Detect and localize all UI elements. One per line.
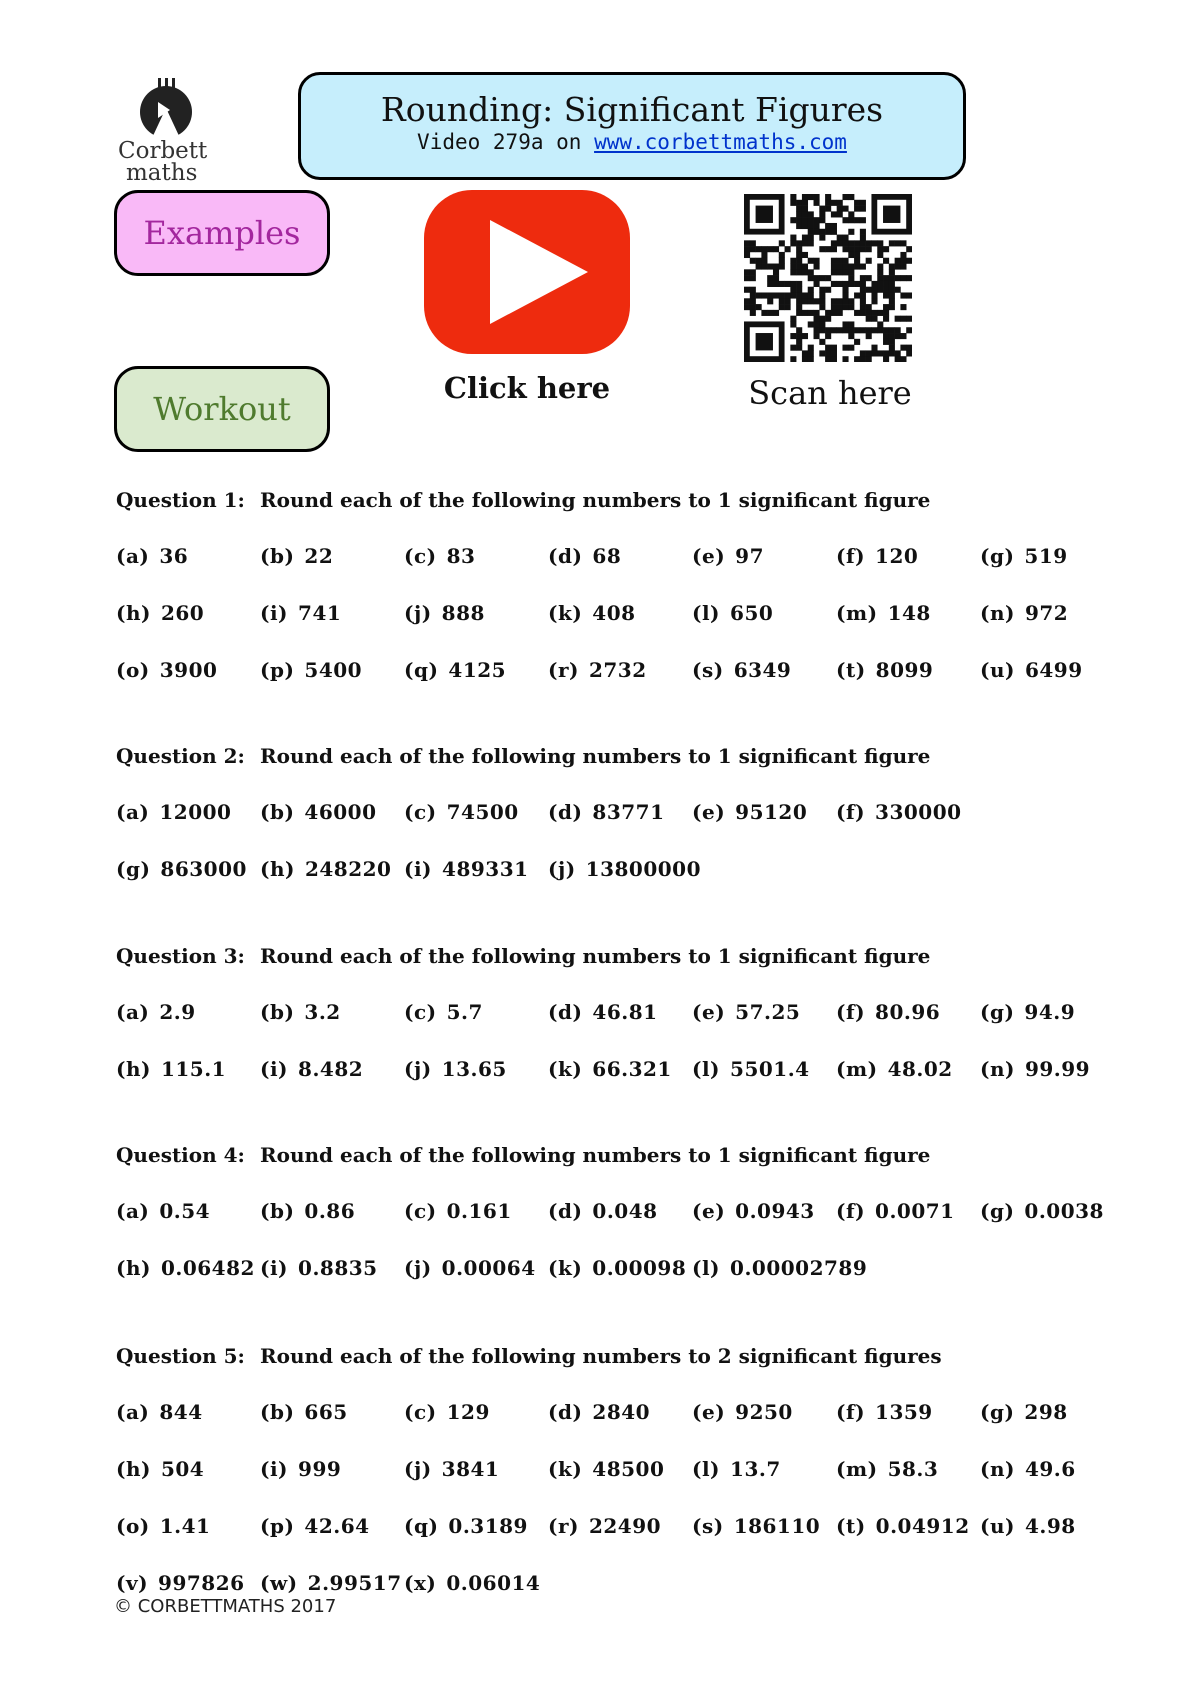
item-value: 48.02 [887,1057,953,1081]
item-label: (j) [404,1057,432,1081]
question-number: Question 5: [116,1344,245,1368]
subtitle-prefix: Video 279a on [417,130,595,154]
item-value: 58.3 [887,1457,939,1481]
item-label: (c) [404,1199,437,1223]
question-item [116,1057,226,1081]
item-value: 519 [1024,544,1068,568]
item-value: 46.81 [592,1000,658,1024]
corbettmaths-link[interactable]: www.corbettmaths.com [594,130,847,154]
question-item [116,857,247,881]
question-item [404,1571,540,1595]
item-value: 74500 [446,800,519,824]
question-item [260,658,362,682]
logo-emblem-icon [118,78,218,138]
item-value: 80.96 [875,1000,941,1024]
question-item [116,1199,210,1223]
question-item [980,601,1068,625]
item-label: (k) [548,1057,583,1081]
examples-button[interactable]: Examples [114,190,330,276]
item-label: (t) [836,1514,866,1538]
question-item [404,1256,536,1280]
question-item [692,1199,815,1223]
item-value: 2.9 [159,1000,196,1024]
question-item [260,1457,341,1481]
item-value: 0.161 [446,1199,512,1223]
item-value: 0.00064 [441,1256,536,1280]
item-value: 5501.4 [730,1057,810,1081]
item-value: 6499 [1024,658,1083,682]
question-number: Question 1: [116,488,245,512]
question-item [836,1057,953,1081]
item-label: (u) [980,1514,1015,1538]
item-value: 408 [592,601,636,625]
question-item [980,1514,1076,1538]
question-item [404,601,485,625]
item-label: (g) [980,1199,1015,1223]
question-item [836,1000,940,1024]
item-label: (f) [836,544,866,568]
item-value: 49.6 [1024,1457,1076,1481]
item-value: 66.321 [592,1057,672,1081]
question-item [548,1057,672,1081]
question-item [548,1000,658,1024]
question-item [404,658,506,682]
question-item [116,1457,204,1481]
item-value: 0.86 [304,1199,356,1223]
question-item [116,1256,255,1280]
question-item [260,1514,370,1538]
item-value: 2732 [588,658,647,682]
item-value: 650 [730,601,774,625]
item-label: (r) [548,658,579,682]
item-value: 844 [159,1400,203,1424]
question-item [692,1057,810,1081]
item-value: 4125 [448,658,507,682]
item-value: 46000 [304,800,377,824]
item-value: 504 [160,1457,205,1481]
question-item [980,1457,1076,1481]
item-label: (b) [260,1400,295,1424]
item-value: 489331 [442,857,529,881]
item-label: (g) [980,544,1015,568]
qr-code-icon [744,194,912,362]
question-item [836,1400,933,1424]
item-value: 972 [1024,601,1069,625]
item-value: 120 [875,544,919,568]
item-label: (l) [692,601,721,625]
question-item [404,800,519,824]
item-value: 2.99517 [307,1571,402,1595]
question-item [548,544,621,568]
question-item [836,1457,938,1481]
item-label: (e) [692,1000,726,1024]
question-item [548,1514,661,1538]
question-item [548,1400,650,1424]
item-value: 148 [887,601,931,625]
item-value: 248220 [304,857,392,881]
item-value: 330000 [875,800,962,824]
item-label: (a) [116,800,150,824]
item-value: 9250 [735,1400,793,1424]
question-item [260,1199,355,1223]
item-value: 1359 [875,1400,933,1424]
qr-code [744,194,912,362]
item-value: 97 [735,544,764,568]
question-item [260,800,377,824]
corbettmaths-logo [118,78,218,188]
question-item [116,601,204,625]
question-item [980,1057,1090,1081]
item-label: (s) [692,1514,724,1538]
question-item [692,658,791,682]
item-value: 95120 [735,800,808,824]
question-item [692,1400,793,1424]
video-play-button[interactable] [424,190,630,354]
item-label: (l) [692,1057,721,1081]
item-label: (d) [548,1000,583,1024]
item-label: (i) [404,857,433,881]
question-item [692,544,764,568]
item-value: 3.2 [304,1000,341,1024]
item-value: 83771 [592,800,665,824]
item-label: (a) [116,544,150,568]
question-item [836,1514,970,1538]
question-instruction: Round each of the following numbers to 1 significant figure [260,944,931,968]
question-item [692,1000,800,1024]
item-label: (b) [260,800,295,824]
item-label: (m) [836,1057,878,1081]
item-label: (o) [116,658,150,682]
item-label: (a) [116,1199,150,1223]
question-item [548,1256,686,1280]
item-label: (m) [836,1457,878,1481]
item-value: 8.482 [298,1057,364,1081]
question-item [116,1000,196,1024]
item-value: 0.0943 [735,1199,815,1223]
item-label: (k) [548,1256,583,1280]
question-item [116,1400,203,1424]
item-label: (f) [836,800,866,824]
item-label: (b) [260,544,295,568]
item-label: (d) [548,1199,583,1223]
item-value: 0.0038 [1024,1199,1104,1223]
item-value: 888 [441,601,485,625]
title-subtitle [301,129,963,155]
item-label: (n) [980,601,1015,625]
question-item [404,1057,507,1081]
question-item [260,1400,348,1424]
item-value: 8099 [875,658,934,682]
question-item [404,1400,490,1424]
question-item [116,800,231,824]
item-label: (g) [116,857,151,881]
item-label: (c) [404,1000,437,1024]
question-item [260,1571,402,1595]
question-item [692,800,807,824]
item-label: (h) [260,857,295,881]
question-item [548,1457,664,1481]
item-label: (l) [692,1256,721,1280]
item-value: 1.41 [159,1514,211,1538]
question-item [548,658,647,682]
item-label: (i) [260,1256,289,1280]
item-label: (j) [404,601,432,625]
item-label: (a) [116,1400,150,1424]
question-item [980,658,1083,682]
question-item [404,1457,499,1481]
item-value: 0.04912 [875,1514,970,1538]
item-label: (u) [980,658,1015,682]
question-item [692,1514,820,1538]
item-label: (k) [548,601,583,625]
item-label: (f) [836,1199,866,1223]
question-item [404,857,529,881]
item-label: (g) [980,1400,1015,1424]
question-item [548,800,665,824]
question-item [980,1400,1068,1424]
item-label: (g) [980,1000,1015,1024]
item-label: (i) [260,1457,289,1481]
item-label: (i) [260,1057,289,1081]
play-icon [424,190,630,354]
item-value: 115.1 [160,1057,227,1081]
question-item [260,601,341,625]
item-label: (k) [548,1457,583,1481]
item-value: 22 [304,544,334,568]
item-value: 42.64 [304,1514,370,1538]
question-item [836,658,933,682]
workout-button[interactable]: Workout [114,366,330,452]
item-value: 48500 [592,1457,665,1481]
logo-line-2: maths [126,160,198,186]
item-label: (f) [836,1000,866,1024]
question-item [260,544,333,568]
item-value: 741 [298,601,342,625]
item-label: (s) [692,658,724,682]
question-number: Question 2: [116,744,245,768]
question-item [116,544,188,568]
question-item [404,1199,512,1223]
page-title: Rounding: Significant Figures [380,90,884,129]
item-value: 4.98 [1024,1514,1076,1538]
item-value: 99.99 [1024,1057,1091,1081]
item-value: 5.7 [446,1000,483,1024]
question-item [980,1199,1104,1223]
item-value: 997826 [158,1571,245,1595]
item-value: 2840 [592,1400,651,1424]
item-label: (q) [404,1514,439,1538]
item-label: (b) [260,1000,295,1024]
question-item [548,601,636,625]
item-label: (m) [836,601,878,625]
item-label: (h) [116,1457,151,1481]
question-item [116,1514,210,1538]
item-value: 0.54 [159,1199,211,1223]
item-label: (d) [548,800,583,824]
question-item [260,857,391,881]
item-value: 0.048 [592,1199,658,1223]
item-label: (a) [116,1000,150,1024]
item-value: 0.0071 [875,1199,955,1223]
item-label: (x) [404,1571,437,1595]
item-label: (c) [404,1400,437,1424]
title-box [298,72,966,180]
question-item [548,1199,658,1223]
question-item [836,544,918,568]
item-value: 260 [160,601,205,625]
logo-line-1: Corbett [118,138,208,164]
item-label: (l) [692,1457,721,1481]
item-label: (j) [404,1457,432,1481]
item-label: (h) [116,1057,151,1081]
question-item [116,1571,245,1595]
item-label: (w) [260,1571,298,1595]
scan-here-label: Scan here [748,374,912,412]
item-value: 0.00098 [592,1256,687,1280]
item-label: (d) [548,1400,583,1424]
item-label: (e) [692,1400,726,1424]
item-label: (e) [692,544,726,568]
item-value: 3841 [441,1457,500,1481]
question-item [692,1457,781,1481]
question-item [692,601,773,625]
item-value: 0.00002789 [730,1256,868,1280]
question-item [980,1000,1075,1024]
click-here-label[interactable]: Click here [443,371,611,405]
question-instruction: Round each of the following numbers to 1 significant figure [260,1143,931,1167]
item-label: (h) [116,601,151,625]
item-value: 0.06014 [446,1571,541,1595]
question-item [548,857,701,881]
item-label: (d) [548,544,583,568]
item-value: 3900 [159,658,218,682]
item-label: (p) [260,1514,295,1538]
question-item [404,1000,483,1024]
item-value: 5400 [304,658,363,682]
item-label: (t) [836,658,866,682]
question-instruction: Round each of the following numbers to 1 significant figure [260,488,931,512]
question-instruction: Round each of the following numbers to 1 significant figure [260,744,931,768]
question-item [836,601,931,625]
item-value: 0.3189 [448,1514,528,1538]
question-item [260,1057,363,1081]
item-value: 186110 [733,1514,821,1538]
item-label: (j) [548,857,576,881]
item-value: 999 [298,1457,342,1481]
question-item [260,1256,378,1280]
item-value: 57.25 [735,1000,801,1024]
item-label: (q) [404,658,439,682]
item-value: 863000 [160,857,247,881]
item-label: (c) [404,544,437,568]
item-label: (e) [692,800,726,824]
item-label: (c) [404,800,437,824]
item-label: (r) [548,1514,579,1538]
item-value: 94.9 [1024,1000,1076,1024]
item-label: (i) [260,601,289,625]
question-item [404,544,475,568]
item-value: 68 [592,544,622,568]
question-item [836,800,962,824]
item-label: (o) [116,1514,150,1538]
item-value: 13.65 [441,1057,507,1081]
item-value: 0.06482 [160,1256,255,1280]
item-value: 36 [159,544,189,568]
question-number: Question 3: [116,944,245,968]
item-value: 665 [304,1400,348,1424]
question-item [404,1514,528,1538]
question-item [260,1000,341,1024]
item-label: (e) [692,1199,726,1223]
item-label: (h) [116,1256,151,1280]
item-value: 13800000 [585,857,701,881]
item-value: 6349 [733,658,792,682]
item-value: 298 [1024,1400,1068,1424]
item-label: (v) [116,1571,149,1595]
item-value: 129 [446,1400,490,1424]
item-value: 13.7 [730,1457,781,1481]
item-label: (b) [260,1199,295,1223]
item-value: 22490 [588,1514,662,1538]
item-value: 0.8835 [298,1256,378,1280]
item-value: 83 [446,544,476,568]
item-label: (p) [260,658,295,682]
question-instruction: Round each of the following numbers to 2 significant figures [260,1344,942,1368]
question-item [692,1256,867,1280]
item-label: (n) [980,1057,1015,1081]
question-item [836,1199,955,1223]
item-label: (j) [404,1256,432,1280]
item-label: (f) [836,1400,866,1424]
item-value: 12000 [159,800,232,824]
question-item [980,544,1068,568]
question-number: Question 4: [116,1143,245,1167]
copyright-footer: © CORBETTMATHS 2017 [114,1596,337,1617]
question-item [116,658,217,682]
item-label: (n) [980,1457,1015,1481]
